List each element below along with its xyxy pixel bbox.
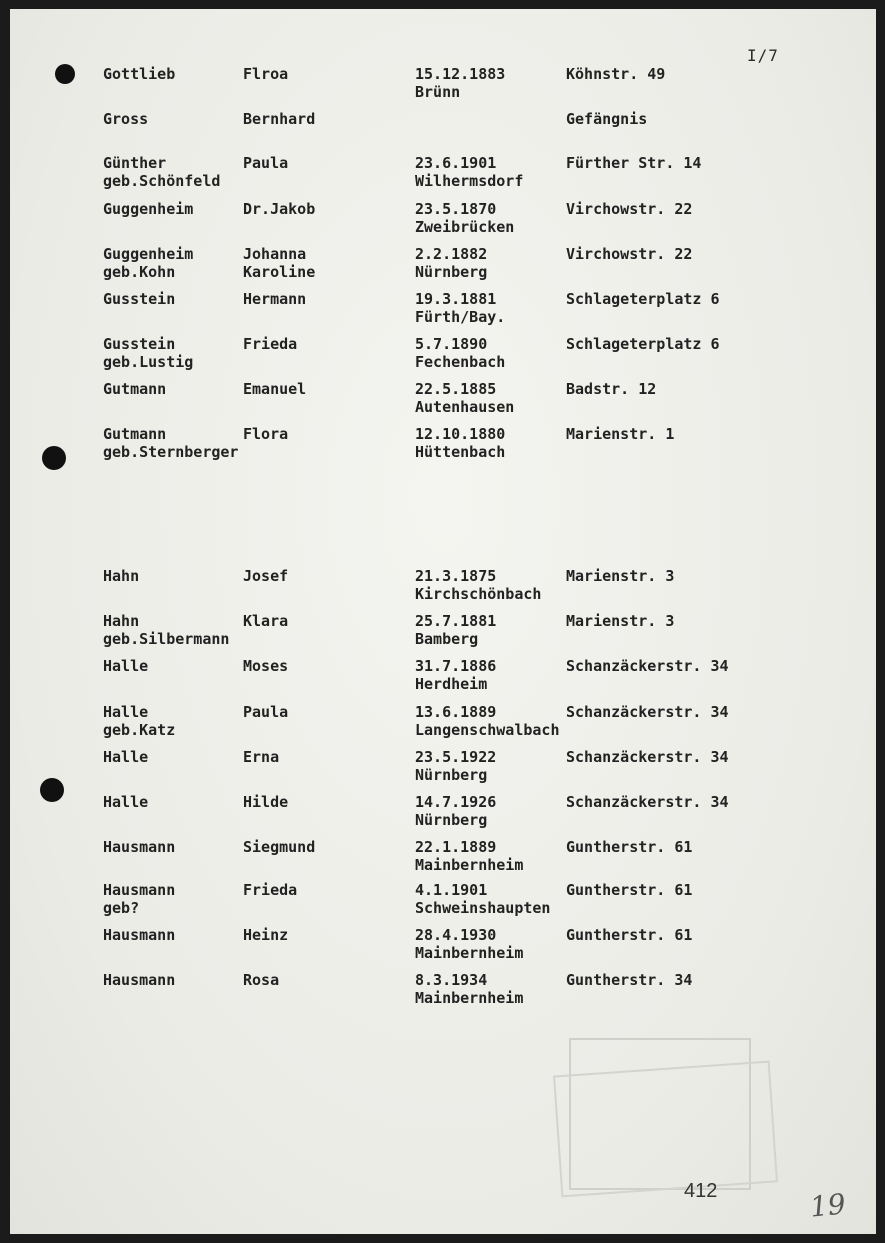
birth-place: Nürnberg (415, 766, 488, 784)
list-item (10, 425, 876, 465)
second-given-name: Karoline (243, 263, 316, 281)
given-name: Paula (243, 154, 289, 172)
birth-place: Herdheim (415, 675, 488, 693)
birth-date: 4.1.1901 (415, 881, 488, 899)
surname: Guggenheim (103, 200, 194, 218)
page-number: 412 (684, 1180, 718, 1202)
list-item (10, 926, 876, 966)
surname: Gusstein (103, 335, 176, 353)
maiden-name: geb.Katz (103, 721, 176, 739)
birth-date: 28.4.1930 (415, 926, 497, 944)
list-item (10, 793, 876, 833)
given-name: Frieda (243, 335, 298, 353)
address: Marienstr. 3 (566, 567, 675, 585)
list-item (10, 245, 876, 285)
list-item (10, 110, 876, 150)
birth-place: Mainbernheim (415, 944, 524, 962)
surname: Hausmann (103, 926, 176, 944)
birth-place: Hüttenbach (415, 443, 506, 461)
list-item (10, 290, 876, 330)
given-name: Frieda (243, 881, 298, 899)
birth-date: 13.6.1889 (415, 703, 497, 721)
birth-place: Langenschwalbach (415, 721, 560, 739)
document-page (10, 9, 876, 1234)
birth-place: Mainbernheim (415, 989, 524, 1007)
maiden-name: geb? (103, 899, 140, 917)
birth-place: Kirchschönbach (415, 585, 542, 603)
list-item (10, 971, 876, 1011)
surname: Gutmann (103, 425, 167, 443)
birth-date: 23.6.1901 (415, 154, 497, 172)
handwritten-note: 19 (808, 1187, 848, 1224)
surname: Hahn (103, 612, 140, 630)
list-item (10, 567, 876, 607)
given-name: Emanuel (243, 380, 307, 398)
list-item (10, 200, 876, 240)
maiden-name: geb.Lustig (103, 353, 194, 371)
given-name: Johanna (243, 245, 307, 263)
birth-date: 19.3.1881 (415, 290, 497, 308)
surname: Gusstein (103, 290, 176, 308)
address: Schlageterplatz 6 (566, 290, 720, 308)
surname: Halle (103, 703, 149, 721)
birth-place: Wilhermsdorf (415, 172, 524, 190)
birth-place: Nürnberg (415, 263, 488, 281)
surname: Gutmann (103, 380, 167, 398)
address: Gefängnis (566, 110, 648, 128)
address: Schanzäckerstr. 34 (566, 703, 729, 721)
list-item (10, 65, 876, 105)
birth-place: Autenhausen (415, 398, 515, 416)
address: Marienstr. 1 (566, 425, 675, 443)
address: Schanzäckerstr. 34 (566, 793, 729, 811)
given-name: Bernhard (243, 110, 316, 128)
surname: Guggenheim (103, 245, 194, 263)
given-name: Paula (243, 703, 289, 721)
address: Virchowstr. 22 (566, 245, 693, 263)
given-name: Heinz (243, 926, 289, 944)
maiden-name: geb.Sternberger (103, 443, 239, 461)
address: Badstr. 12 (566, 380, 657, 398)
birth-place: Nürnberg (415, 811, 488, 829)
address: Schanzäckerstr. 34 (566, 748, 729, 766)
surname: Gottlieb (103, 65, 176, 83)
maiden-name: geb.Kohn (103, 263, 176, 281)
birth-date: 5.7.1890 (415, 335, 488, 353)
address: Guntherstr. 61 (566, 926, 693, 944)
birth-place: Bamberg (415, 630, 479, 648)
list-item (10, 380, 876, 420)
birth-date: 31.7.1886 (415, 657, 497, 675)
list-item (10, 612, 876, 652)
birth-place: Brünn (415, 83, 461, 101)
birth-date: 22.5.1885 (415, 380, 497, 398)
surname: Hahn (103, 567, 140, 585)
address: Guntherstr. 61 (566, 881, 693, 899)
birth-place: Schweinshaupten (415, 899, 551, 917)
address: Virchowstr. 22 (566, 200, 693, 218)
given-name: Klara (243, 612, 289, 630)
address: Köhnstr. 49 (566, 65, 666, 83)
birth-date: 25.7.1881 (415, 612, 497, 630)
address: Guntherstr. 34 (566, 971, 693, 989)
given-name: Rosa (243, 971, 280, 989)
list-item (10, 748, 876, 788)
given-name: Siegmund (243, 838, 316, 856)
surname: Hausmann (103, 881, 176, 899)
birth-place: Mainbernheim (415, 856, 524, 874)
birth-date: 14.7.1926 (415, 793, 497, 811)
given-name: Flora (243, 425, 289, 443)
surname: Günther (103, 154, 167, 172)
given-name: Erna (243, 748, 280, 766)
surname: Hausmann (103, 838, 176, 856)
list-item (10, 881, 876, 921)
birth-date: 22.1.1889 (415, 838, 497, 856)
given-name: Flroa (243, 65, 289, 83)
list-item (10, 154, 876, 194)
faded-stamp (550, 1034, 780, 1204)
surname: Hausmann (103, 971, 176, 989)
surname: Halle (103, 657, 149, 675)
address: Fürther Str. 14 (566, 154, 702, 172)
list-item (10, 703, 876, 743)
surname: Halle (103, 748, 149, 766)
maiden-name: geb.Schönfeld (103, 172, 221, 190)
sheet-number: I/7 (747, 46, 779, 65)
given-name: Hilde (243, 793, 289, 811)
birth-date: 23.5.1922 (415, 748, 497, 766)
birth-place: Fürth/Bay. (415, 308, 506, 326)
surname: Halle (103, 793, 149, 811)
surname: Gross (103, 110, 149, 128)
list-item (10, 335, 876, 375)
address: Schanzäckerstr. 34 (566, 657, 729, 675)
birth-date: 12.10.1880 (415, 425, 506, 443)
given-name: Dr.Jakob (243, 200, 316, 218)
given-name: Moses (243, 657, 289, 675)
birth-date: 23.5.1870 (415, 200, 497, 218)
birth-date: 21.3.1875 (415, 567, 497, 585)
list-item (10, 838, 876, 878)
address: Guntherstr. 61 (566, 838, 693, 856)
birth-place: Zweibrücken (415, 218, 515, 236)
address: Marienstr. 3 (566, 612, 675, 630)
given-name: Josef (243, 567, 289, 585)
list-item (10, 657, 876, 697)
birth-place: Fechenbach (415, 353, 506, 371)
maiden-name: geb.Silbermann (103, 630, 230, 648)
birth-date: 8.3.1934 (415, 971, 488, 989)
birth-date: 2.2.1882 (415, 245, 488, 263)
address: Schlageterplatz 6 (566, 335, 720, 353)
birth-date: 15.12.1883 (415, 65, 506, 83)
given-name: Hermann (243, 290, 307, 308)
